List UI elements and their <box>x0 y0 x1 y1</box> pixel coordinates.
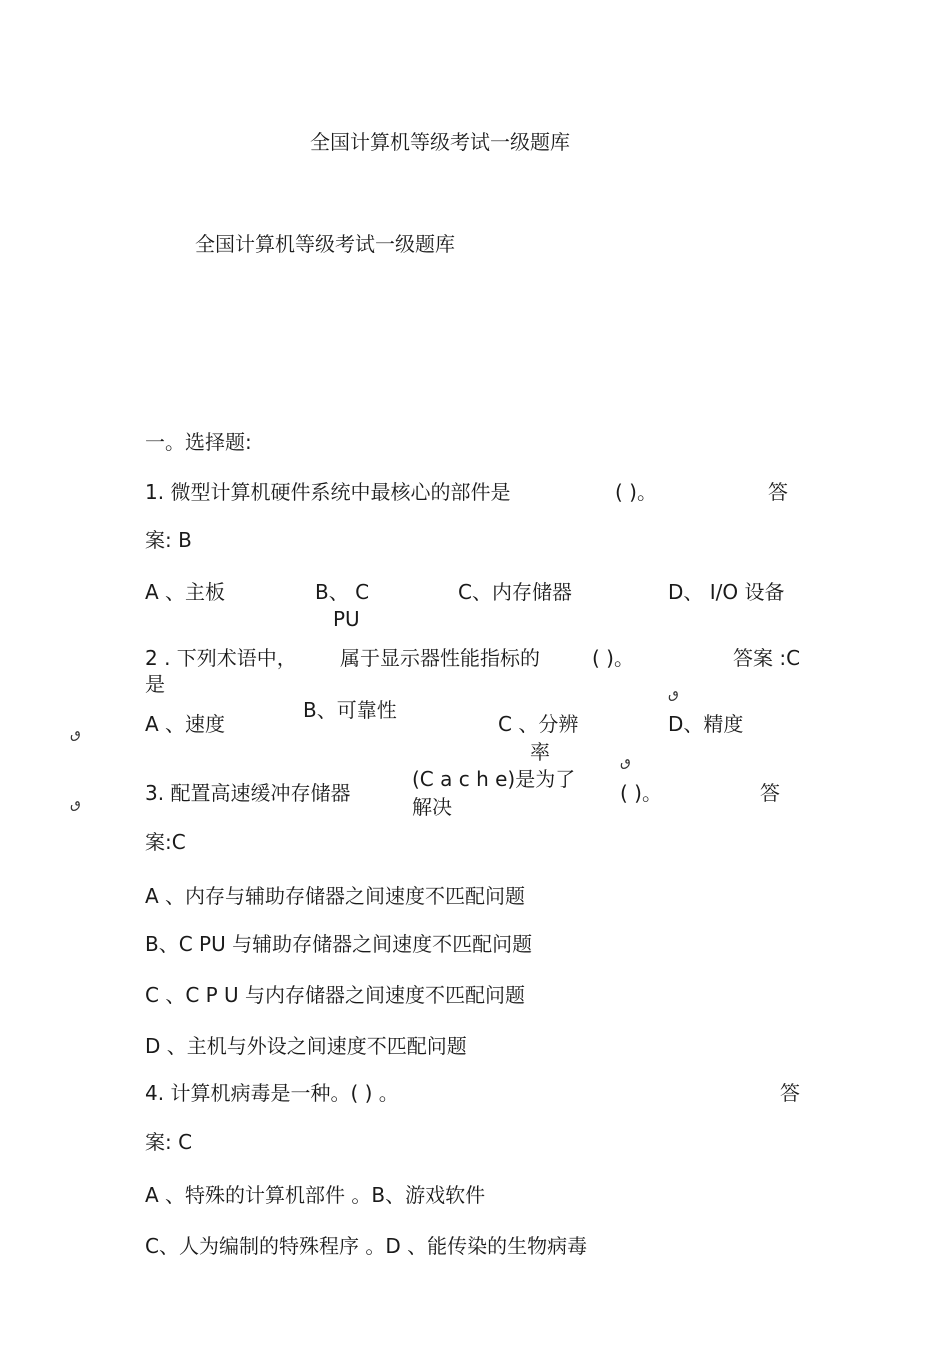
stray-mark: ٯ <box>70 796 81 812</box>
q2-answer: 答案 :C <box>733 646 801 670</box>
q1-option-d: D、 I/O 设备 <box>668 580 785 604</box>
q4-options-ab: A 、特殊的计算机部件 。B、游戏软件 <box>145 1183 486 1207</box>
q3-option-d: D 、主机与外设之间速度不匹配问题 <box>145 1034 467 1058</box>
q4-stem: 4. 计算机病毒是一种。( ) 。 <box>145 1081 399 1105</box>
q1-option-b-cont: PU <box>333 607 360 631</box>
q3-stem-mid-cont: 解决 <box>412 795 452 819</box>
q3-stem: 3. 配置高速缓冲存储器 <box>145 781 351 805</box>
q3-paren: ( )。 <box>620 781 662 805</box>
q4-answer-label: 答 <box>780 1081 800 1105</box>
stray-mark: ٯ <box>668 686 679 702</box>
q4-options-cd: C、人为编制的特殊程序 。D 、能传染的生物病毒 <box>145 1234 588 1258</box>
q2-option-b: B、可靠性 <box>303 698 397 722</box>
section-heading: 一。选择题: <box>145 430 252 454</box>
q1-answer-label: 答 <box>768 480 788 504</box>
stray-mark: ٯ <box>70 726 81 742</box>
q2-stem: 2 . 下列术语中， <box>145 646 297 670</box>
q1-option-b: B、 C <box>315 580 370 604</box>
document-subtitle: 全国计算机等级考试一级题库 <box>195 232 455 256</box>
q2-stem-cont: 属于显示器性能指标的 <box>340 646 540 670</box>
document-title: 全国计算机等级考试一级题库 <box>310 130 570 154</box>
q2-option-d: D、精度 <box>668 712 744 736</box>
q3-option-c: C 、C P U 与内存储器之间速度不匹配问题 <box>145 983 526 1007</box>
q3-answer: 案:C <box>145 830 186 854</box>
q2-stem-end: 是 <box>145 672 165 696</box>
q2-paren: ( )。 <box>592 646 634 670</box>
q3-stem-mid: (C a c h e)是为了 <box>412 767 576 791</box>
q1-option-a: A 、主板 <box>145 580 226 604</box>
q4-answer: 案: C <box>145 1130 193 1154</box>
q1-paren: ( )。 <box>615 480 657 504</box>
q2-option-c-cont: 率 <box>530 740 550 764</box>
q3-answer-label: 答 <box>760 781 780 805</box>
q2-option-c: C 、分辨 <box>498 712 579 736</box>
q3-option-a: A 、内存与辅助存储器之间速度不匹配问题 <box>145 884 526 908</box>
q2-option-a: A 、速度 <box>145 712 226 736</box>
q1-option-c: C、内存储器 <box>458 580 572 604</box>
q1-answer: 案: B <box>145 528 192 552</box>
q3-option-b: B、C PU 与辅助存储器之间速度不匹配问题 <box>145 932 533 956</box>
q1-stem: 1. 微型计算机硬件系统中最核心的部件是 <box>145 480 511 504</box>
stray-mark: ٯ <box>620 754 631 770</box>
